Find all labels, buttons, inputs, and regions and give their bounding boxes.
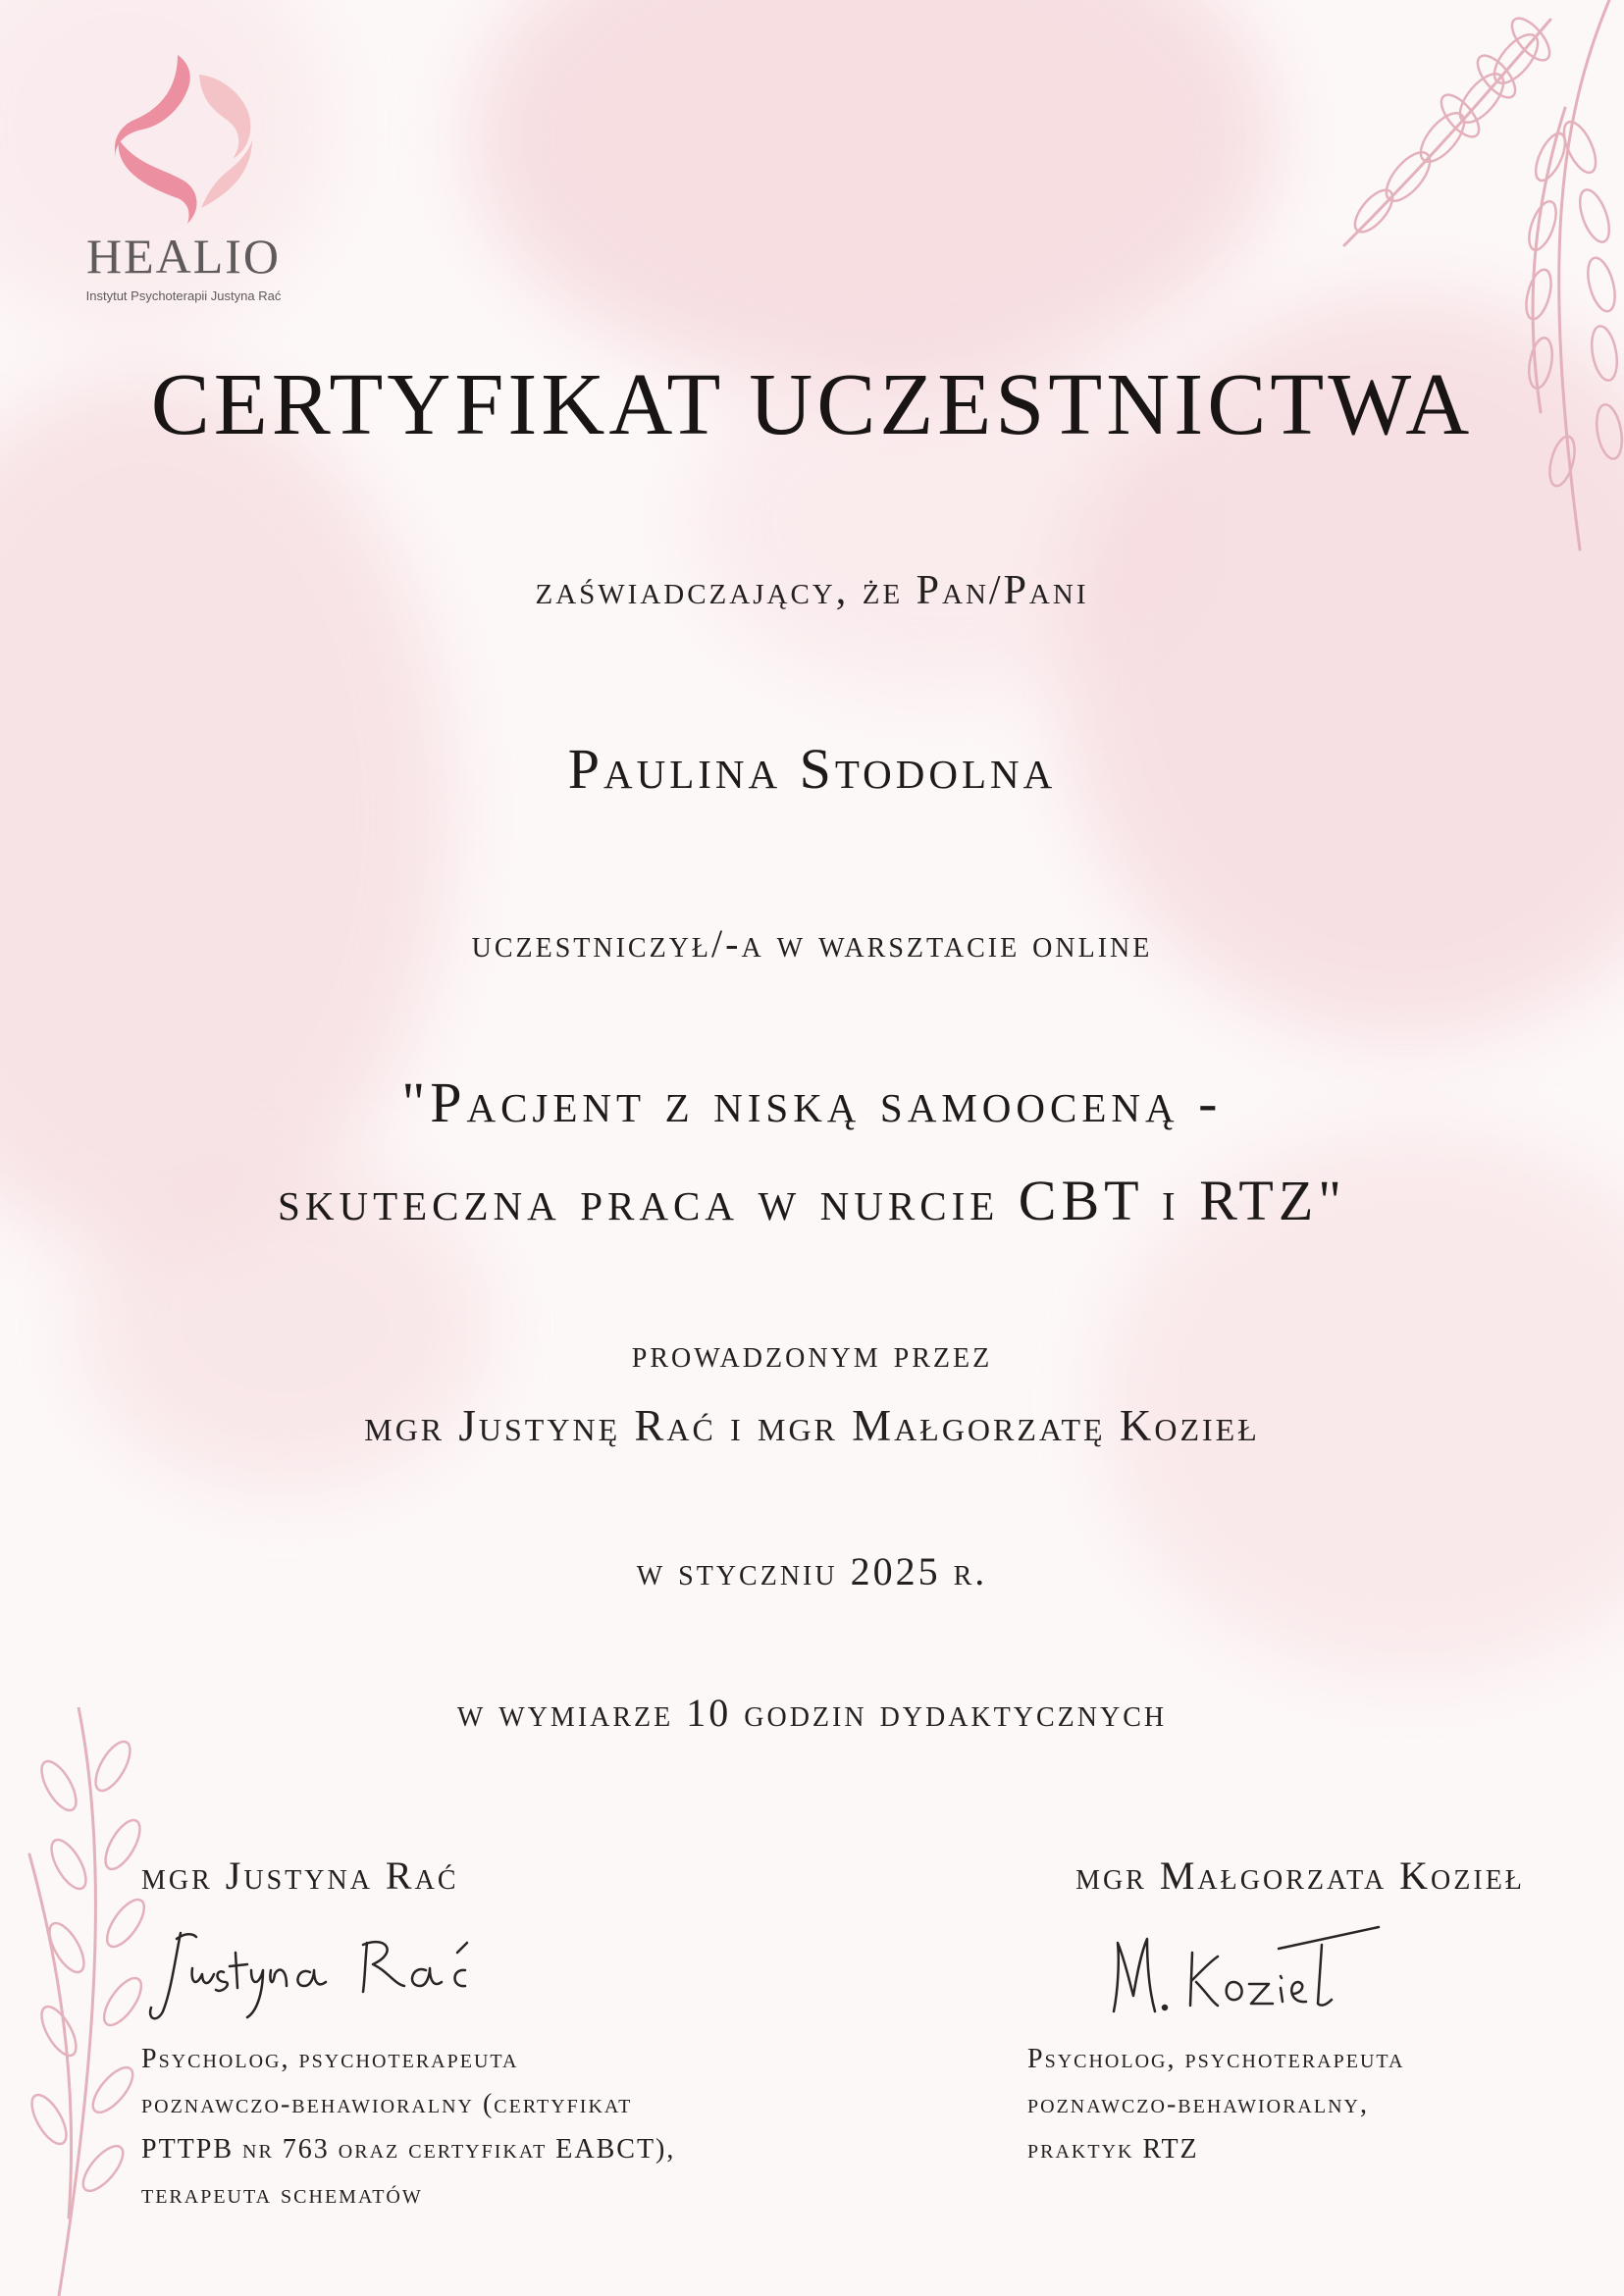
signature-block-right [1016, 1853, 1585, 2172]
signer-description-line: poznawczo-behawioralny, [1027, 2089, 1369, 2119]
signature-block-left [141, 1853, 769, 2218]
signer-name: mgr Małgorzata Kozieł [1075, 1853, 1525, 1898]
signer-description-line: Psycholog, psychoterapeuta [1027, 2044, 1405, 2074]
certify-line: zaświadczający, że Pan/Pani [535, 568, 1089, 613]
signer-description [141, 2037, 769, 2218]
certificate-title: CERTYFIKAT UCZESTNICTWA [150, 356, 1474, 453]
date-line: w styczniu 2025 r. [636, 1549, 988, 1593]
healio-logo [61, 51, 306, 303]
signer-description [1016, 2037, 1585, 2172]
handwritten-signature [1016, 1913, 1585, 2031]
signature-m-koziel [1016, 1913, 1585, 2031]
participated-line: uczestniczył/-a w warsztacie online [471, 921, 1153, 965]
signer-description-line: Psycholog, psychoterapeuta [141, 2044, 519, 2074]
floral-branch-icon [1315, 0, 1624, 589]
logo-tagline: Instytut Psychoterapii Justyna Rać [85, 288, 282, 303]
workshop-topic-line-1: "Pacjent z niską samooceną - [401, 1070, 1223, 1134]
signer-description-line: PTTPB nr 763 oraz certyfikat EABCT), [141, 2134, 676, 2165]
signer-name: mgr Justyna Rać [141, 1853, 459, 1898]
workshop-topic-line-2: skuteczna praca w nurcie CBT i RTZ" [278, 1169, 1346, 1232]
leaders-line: mgr Justynę Rać i mgr Małgorzatę Kozieł [364, 1401, 1260, 1450]
signer-description-line: poznawczo-behawioralny (certyfikat [141, 2089, 633, 2119]
handwritten-signature [141, 1913, 769, 2031]
signer-description-line: terapeuta schematów [141, 2179, 423, 2210]
participant-name: Paulina Stodolna [567, 737, 1057, 801]
healio-mark-icon [105, 51, 262, 228]
signer-description-line: praktyk RTZ [1027, 2134, 1199, 2165]
logo-name: HEALIO [85, 229, 282, 284]
hours-line: w wymiarze 10 godzin dydaktycznych [456, 1691, 1168, 1735]
led-by-line: prowadzonym przez [631, 1331, 993, 1376]
watercolor-wash [471, 0, 1276, 392]
signature-justyna-rac [141, 1913, 495, 2031]
